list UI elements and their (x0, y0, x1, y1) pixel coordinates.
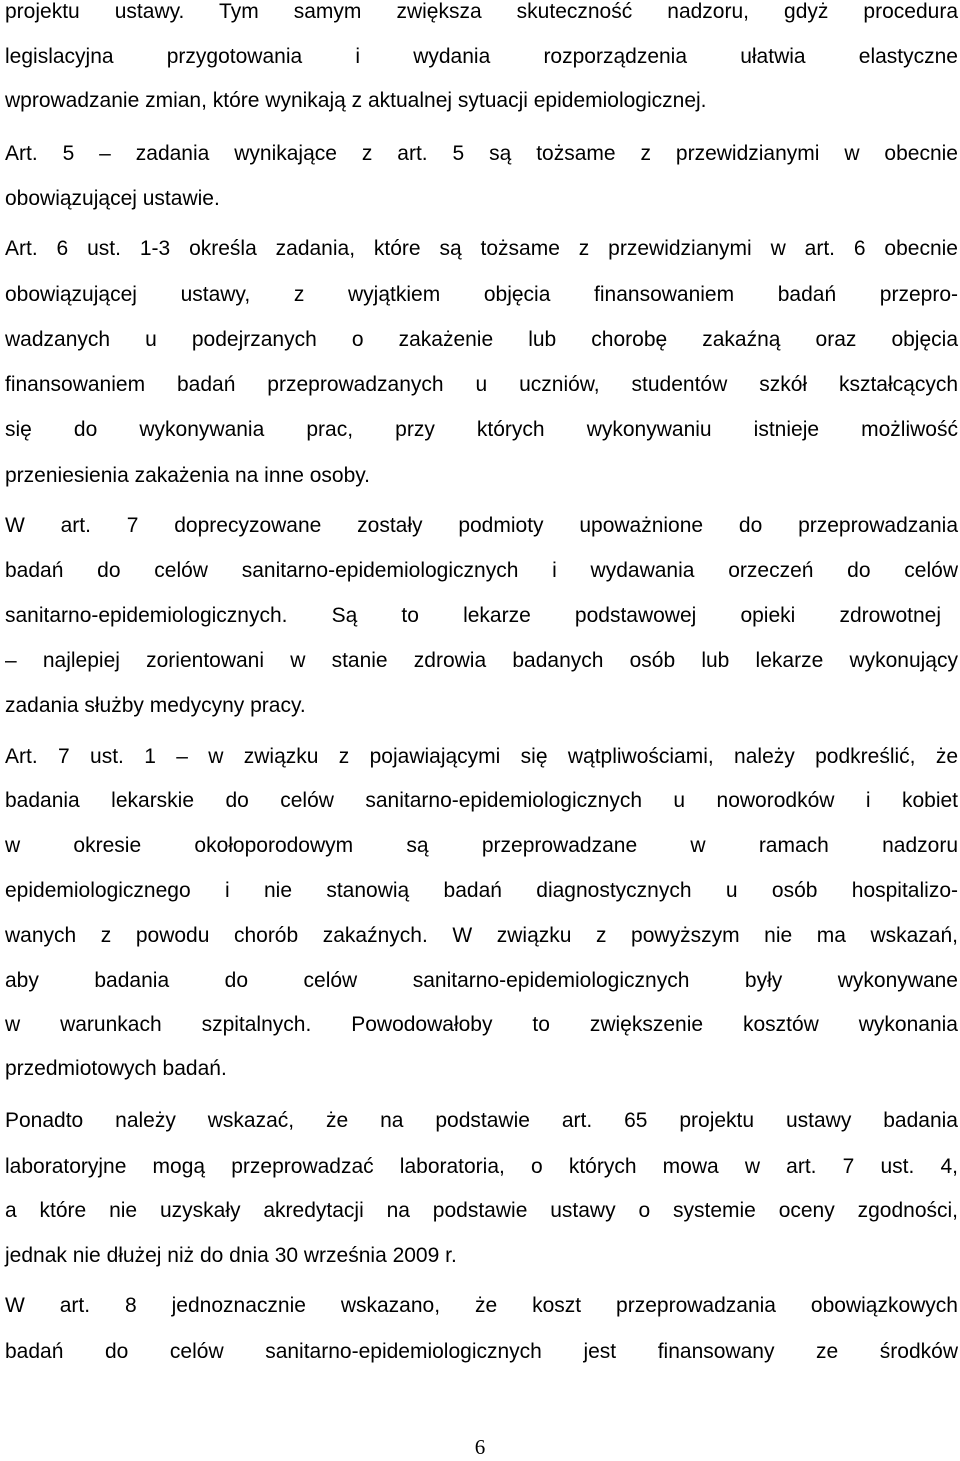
text-line: laboratoryjne mogą przeprowadzać laboratoria, o których mowa w art. 7 ust. 4, (5, 1155, 958, 1178)
text-line: w okresie okołoporodowym są przeprowadzane w ramach nadzoru (5, 834, 958, 857)
text-line: przeniesienia zakażenia na inne osoby. (5, 464, 371, 487)
text-line: a które nie uzyskały akredytacji na podstawie ustawy o systemie oceny zgodności, (5, 1199, 958, 1222)
text-line: badań do celów sanitarno-epidemiologicznych jest finansowany ze środków (5, 1340, 958, 1363)
text-line: zadania służby medycyny pracy. (5, 694, 306, 717)
text-line: obowiązującej ustawie. (5, 187, 220, 210)
text-line: jednak nie dłużej niż do dnia 30 września 2009 r. (5, 1244, 457, 1267)
text-line: się do wykonywania prac, przy których wykonywaniu istnieje możliwość (5, 418, 958, 441)
text-line: Art. 5 – zadania wynikające z art. 5 są tożsame z przewidzianymi w obecnie (5, 142, 958, 165)
text-line: wprowadzanie zmian, które wynikają z aktualnej sytuacji epidemiologicznej. (5, 89, 707, 112)
text-line: W art. 8 jednoznacznie wskazano, że koszt przeprowadzania obowiązkowych (5, 1294, 958, 1317)
text-line: legislacyjna przygotowania i wydania rozporządzenia ułatwia elastyczne (5, 45, 958, 68)
text-line: – najlepiej zorientowani w stanie zdrowia badanych osób lub lekarze wykonujący (5, 649, 958, 672)
text-line: projektu ustawy. Tym samym zwiększa skuteczność nadzoru, gdyż procedura (5, 0, 958, 23)
text-line: badania lekarskie do celów sanitarno-epidemiologicznych u noworodków i kobiet (5, 789, 958, 812)
text-line: wadzanych u podejrzanych o zakażenie lub chorobę zakaźną oraz objęcia (5, 328, 958, 351)
text-line: finansowaniem badań przeprowadzanych u uczniów, studentów szkół kształcących (5, 373, 958, 396)
page-number: 6 (474, 1435, 486, 1459)
text-line: Art. 7 ust. 1 – w związku z pojawiającymi się wątpliwościami, należy podkreślić, że (5, 745, 958, 768)
text-line: sanitarno-epidemiologicznych. Są to lekarze podstawowej opieki zdrowotnej (5, 604, 941, 627)
text-line: Ponadto należy wskazać, że na podstawie art. 65 projektu ustawy badania (5, 1109, 958, 1132)
text-line: w warunkach szpitalnych. Powodowałoby to zwiększenie kosztów wykonania (5, 1013, 958, 1036)
text-line: epidemiologicznego i nie stanowią badań diagnostycznych u osób hospitalizo- (5, 879, 958, 902)
text-line: przedmiotowych badań. (5, 1057, 227, 1080)
text-line: aby badania do celów sanitarno-epidemiologicznych były wykonywane (5, 969, 958, 992)
text-line: W art. 7 doprecyzowane zostały podmioty upoważnione do przeprowadzania (5, 514, 958, 537)
text-line: badań do celów sanitarno-epidemiologicznych i wydawania orzeczeń do celów (5, 559, 958, 582)
text-line: obowiązującej ustawy, z wyjątkiem objęcia finansowaniem badań przepro- (5, 283, 958, 306)
text-line: Art. 6 ust. 1-3 określa zadania, które są tożsame z przewidzianymi w art. 6 obecnie (5, 237, 958, 260)
text-line: wanych z powodu chorób zakaźnych. W związku z powyższym nie ma wskazań, (5, 924, 958, 947)
